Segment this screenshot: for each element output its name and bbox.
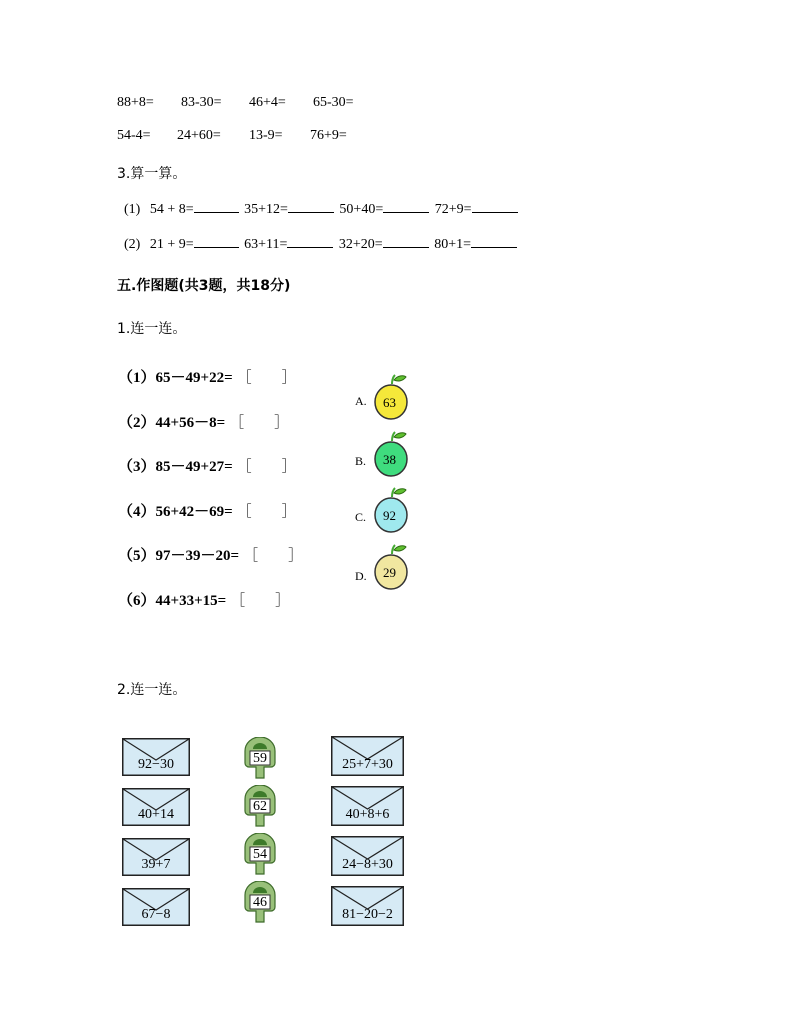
option-d-label: D. bbox=[355, 569, 367, 583]
option-b-value: 38 bbox=[383, 452, 396, 467]
equation-46-4: 46+4= bbox=[249, 95, 286, 110]
expression-6 bbox=[118, 589, 290, 610]
envelope-expression: 40+8+6 bbox=[345, 807, 390, 822]
answer-blank[interactable] bbox=[383, 235, 429, 248]
option-c[interactable] bbox=[355, 487, 415, 535]
option-d[interactable] bbox=[355, 544, 415, 592]
option-a[interactable] bbox=[355, 374, 415, 422]
option-a-label: A. bbox=[355, 394, 367, 408]
mailbox-1[interactable] bbox=[242, 737, 278, 779]
expression-text: 44+33+15= bbox=[155, 593, 227, 609]
right-envelope-3[interactable] bbox=[331, 836, 404, 876]
equation-88-8: 88+8= bbox=[117, 95, 154, 110]
answer-blank[interactable] bbox=[194, 200, 239, 213]
option-a-value: 63 bbox=[383, 395, 396, 410]
equation-83-30: 83-30= bbox=[181, 95, 222, 110]
expression-number: （6） bbox=[118, 593, 156, 609]
left-envelope-3[interactable] bbox=[122, 838, 190, 876]
expression-4 bbox=[118, 500, 297, 521]
mailbox-number: 54 bbox=[253, 847, 267, 862]
question-3-title: 3.算一算。 bbox=[117, 166, 187, 182]
option-b-label: B. bbox=[355, 454, 367, 468]
expression-number: （1） bbox=[118, 370, 156, 386]
mailbox-number: 59 bbox=[253, 751, 267, 766]
answer-bracket[interactable]: ［ ］ bbox=[236, 504, 297, 520]
question-2-title: 2.连一连。 bbox=[117, 682, 187, 698]
mailbox-2[interactable] bbox=[242, 785, 278, 827]
left-envelope-2[interactable] bbox=[122, 788, 190, 826]
q3-item: 32+20= bbox=[338, 237, 383, 252]
question-1-title: 1.连一连。 bbox=[117, 321, 187, 337]
answer-blank[interactable] bbox=[383, 200, 429, 213]
equation-65-30: 65-30= bbox=[313, 95, 354, 110]
q3-item: 80+1= bbox=[434, 237, 471, 252]
expression-5 bbox=[118, 544, 303, 565]
envelope-expression: 40+14 bbox=[138, 807, 174, 822]
q3-item: 35+12= bbox=[244, 202, 288, 217]
equation-13-9: 13-9= bbox=[249, 128, 283, 143]
envelope-expression: 67−8 bbox=[141, 907, 171, 922]
expression-text: 97－39－20= bbox=[155, 548, 240, 564]
q3-item: 21 + 9= bbox=[149, 237, 194, 252]
answer-bracket[interactable]: ［ ］ bbox=[243, 548, 304, 564]
answer-blank[interactable] bbox=[194, 235, 239, 248]
answer-bracket[interactable]: ［ ］ bbox=[229, 415, 290, 431]
section-5-title: 五.作图题(共3题，共18分) bbox=[117, 278, 291, 294]
mailbox-4[interactable] bbox=[242, 881, 278, 923]
answer-blank[interactable] bbox=[287, 235, 333, 248]
expression-3 bbox=[118, 455, 297, 476]
option-b[interactable] bbox=[355, 431, 415, 479]
envelope-expression: 92−30 bbox=[138, 757, 174, 772]
option-c-label: C. bbox=[355, 510, 367, 524]
expression-number: （2） bbox=[118, 415, 156, 431]
mailbox-number: 62 bbox=[253, 799, 267, 814]
envelope-expression: 24−8+30 bbox=[342, 857, 393, 872]
q3-line-1 bbox=[124, 200, 518, 218]
expression-number: （3） bbox=[118, 459, 156, 475]
expression-text: 85－49+27= bbox=[155, 459, 233, 475]
answer-bracket[interactable]: ［ ］ bbox=[236, 370, 297, 386]
answer-bracket[interactable]: ［ ］ bbox=[236, 459, 297, 475]
option-d-value: 29 bbox=[383, 565, 396, 580]
equation-54-4: 54-4= bbox=[117, 128, 151, 143]
envelope-expression: 39+7 bbox=[141, 857, 171, 872]
option-c-value: 92 bbox=[383, 508, 396, 523]
expression-2 bbox=[118, 411, 289, 432]
right-envelope-1[interactable] bbox=[331, 736, 404, 776]
answer-blank[interactable] bbox=[471, 235, 517, 248]
left-envelope-4[interactable] bbox=[122, 888, 190, 926]
q3-item: 72+9= bbox=[434, 202, 472, 217]
q3-item: 54 + 8= bbox=[149, 202, 194, 217]
envelope-expression: 81−20−2 bbox=[342, 907, 393, 922]
expression-text: 44+56－8= bbox=[155, 415, 226, 431]
mailbox-number: 46 bbox=[253, 895, 267, 910]
q3-line-2 bbox=[124, 235, 517, 253]
expression-text: 56+42－69= bbox=[155, 504, 233, 520]
answer-blank[interactable] bbox=[472, 200, 518, 213]
right-envelope-2[interactable] bbox=[331, 786, 404, 826]
right-envelope-4[interactable] bbox=[331, 886, 404, 926]
expression-text: 65－49+22= bbox=[155, 370, 233, 386]
equation-24-60: 24+60= bbox=[177, 128, 221, 143]
expression-1 bbox=[118, 366, 297, 387]
envelope-expression: 25+7+30 bbox=[342, 757, 393, 772]
answer-bracket[interactable]: ［ ］ bbox=[230, 593, 291, 609]
q3-item: 63+11= bbox=[244, 237, 288, 252]
answer-blank[interactable] bbox=[288, 200, 334, 213]
q3-line-2-num: (2) bbox=[124, 237, 141, 252]
mailbox-3[interactable] bbox=[242, 833, 278, 875]
q3-item: 50+40= bbox=[339, 202, 384, 217]
equation-76-9: 76+9= bbox=[310, 128, 347, 143]
expression-number: （4） bbox=[118, 504, 156, 520]
q3-line-1-num: (1) bbox=[124, 202, 141, 217]
left-envelope-1[interactable] bbox=[122, 738, 190, 776]
expression-number: （5） bbox=[118, 548, 156, 564]
